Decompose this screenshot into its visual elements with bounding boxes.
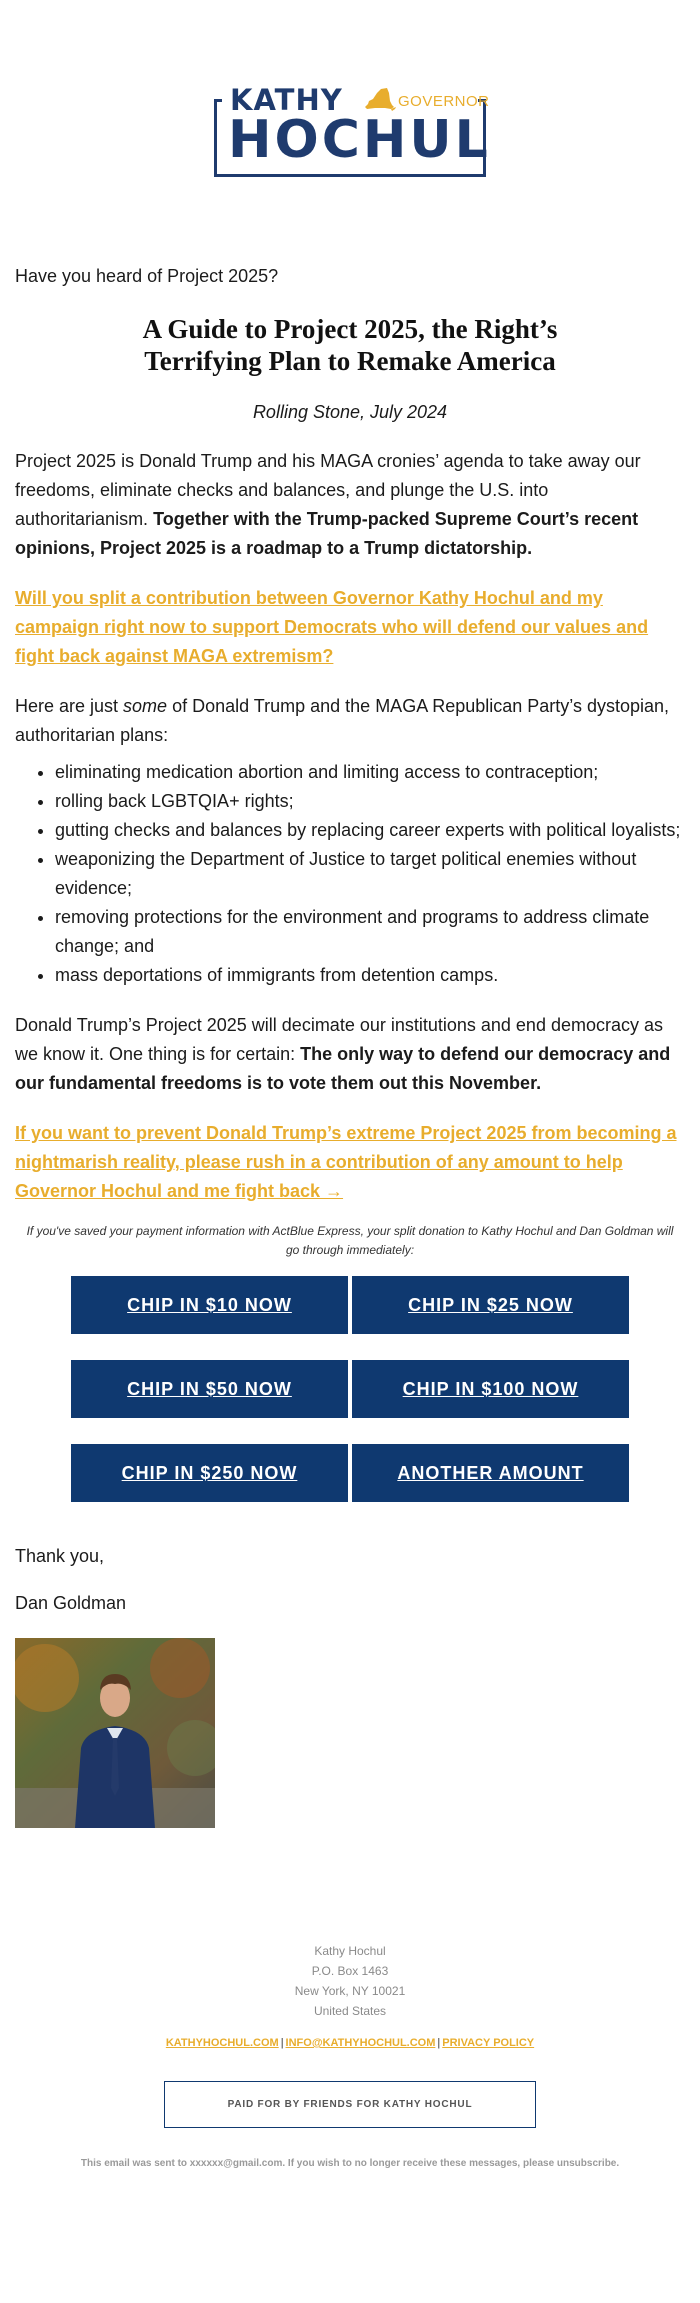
paragraph-bold-text: Together with the Trump-packed Supreme Court’s recent opinions, Project 2025 is a roadmap to a Trump dictatorship. bbox=[15, 509, 639, 558]
logo-frame bbox=[214, 174, 486, 177]
list-item: • rolling back LGBTQIA+ rights; bbox=[55, 787, 685, 816]
paid-for-disclaimer: PAID FOR BY FRIENDS FOR KATHY HOCHUL bbox=[164, 2081, 536, 2128]
article-headline: A Guide to Project 2025, the Right’s Terrifying Plan to Remake America bbox=[142, 314, 558, 376]
chip-in-100-button[interactable]: CHIP IN $100 NOW bbox=[350, 1358, 631, 1420]
unsubscribe-notice[interactable]: This email was sent to xxxxxx@gmail.com. If you wish to no longer receive these messages, please unsubscribe. bbox=[80, 2158, 620, 2169]
hochul-logo[interactable] bbox=[214, 83, 491, 177]
footer bbox=[15, 1941, 685, 2169]
paragraph-plans-intro bbox=[15, 692, 685, 750]
footer-country: United States bbox=[313, 2004, 387, 2018]
link-separator: | bbox=[280, 2037, 284, 2049]
logo-kathy-text: KATHY bbox=[230, 83, 343, 117]
logo-header bbox=[15, 0, 685, 262]
list-item: • gutting checks and balances by replacing career experts with political loyalists; bbox=[55, 816, 685, 845]
paragraph-project-2025 bbox=[15, 447, 685, 563]
another-amount-button[interactable]: ANOTHER AMOUNT bbox=[350, 1442, 631, 1504]
list-item: • mass deportations of immigrants from detention camps. bbox=[55, 961, 685, 990]
list-item: • removing protections for the environment and programs to address climate change; and bbox=[55, 903, 685, 961]
signoff-thanks: Thank you, bbox=[15, 1546, 105, 1566]
chip-in-50-button[interactable]: CHIP IN $50 NOW bbox=[69, 1358, 350, 1420]
chip-in-25-button[interactable]: CHIP IN $25 NOW bbox=[350, 1274, 631, 1336]
paragraph-text: Project 2025 is Donald Trump and his MAGA cronies’ agenda to take away our freedoms, eliminate checks and balances, and plunge the U.S. into authoritarianism. bbox=[15, 451, 641, 529]
dan-goldman-photo bbox=[15, 1638, 215, 1828]
paragraph-democracy bbox=[15, 1011, 685, 1098]
footer-city: New York, NY 10021 bbox=[294, 1984, 406, 1998]
footer-name: Kathy Hochul bbox=[314, 1944, 386, 1958]
article-source: Rolling Stone, July 2024 bbox=[252, 402, 448, 422]
footer-links bbox=[15, 2037, 685, 2049]
intro-text: Have you heard of Project 2025? bbox=[15, 266, 279, 286]
paragraph-emphasis-text: some bbox=[123, 696, 168, 716]
donation-ask-link[interactable]: Will you split a contribution between Governor Kathy Hochul and my campaign right now to support Democrats who will defend our values and fight back against MAGA extremism? bbox=[15, 588, 649, 666]
signoff-name: Dan Goldman bbox=[15, 1593, 127, 1613]
chip-in-10-button[interactable]: CHIP IN $10 NOW bbox=[69, 1274, 350, 1336]
donation-ask-link[interactable]: If you want to prevent Donald Trump’s extreme Project 2025 from becoming a nightmarish reality, please rush in a contribution of any amount to help Governor Hochul and me fight back → bbox=[15, 1123, 677, 1201]
paragraph-text: of Donald Trump and the MAGA Republican Party’s dystopian, authoritarian plans: bbox=[15, 696, 670, 745]
donation-ask-paragraph bbox=[15, 584, 685, 671]
donate-button-grid bbox=[69, 1274, 631, 1504]
logo-hochul-text: HOCHUL bbox=[228, 110, 491, 170]
website-link[interactable]: KATHYHOCHUL.COM bbox=[165, 2037, 279, 2049]
footer-po-box: P.O. Box 1463 bbox=[311, 1964, 389, 1978]
paragraph-text: Donald Trump’s Project 2025 will decimate our institutions and end democracy as we know it. One thing is for certain: bbox=[15, 1015, 663, 1064]
donation-ask-paragraph bbox=[15, 1119, 685, 1206]
paragraph-text: Here are just bbox=[15, 696, 124, 716]
plans-list bbox=[15, 758, 685, 990]
chip-in-250-button[interactable]: CHIP IN $250 NOW bbox=[69, 1442, 350, 1504]
logo-governor-text: GOVERNOR bbox=[398, 93, 490, 110]
actblue-express-note: If you've saved your payment information with ActBlue Express, your split donation to Kathy Hochul and Dan Goldman will go through immediately: bbox=[26, 1224, 674, 1257]
privacy-policy-link[interactable]: PRIVACY POLICY bbox=[442, 2037, 535, 2049]
list-item: • weaponizing the Department of Justice to target political enemies without evidence; bbox=[55, 845, 685, 903]
paragraph-bold-text: The only way to defend our democracy and our fundamental freedoms is to vote them out this November. bbox=[15, 1044, 671, 1093]
email-link[interactable]: INFO@KATHYHOCHUL.COM bbox=[285, 2037, 436, 2049]
link-separator: | bbox=[437, 2037, 441, 2049]
logo-frame bbox=[214, 99, 217, 177]
list-item: • eliminating medication abortion and limiting access to contraception; bbox=[55, 758, 685, 787]
